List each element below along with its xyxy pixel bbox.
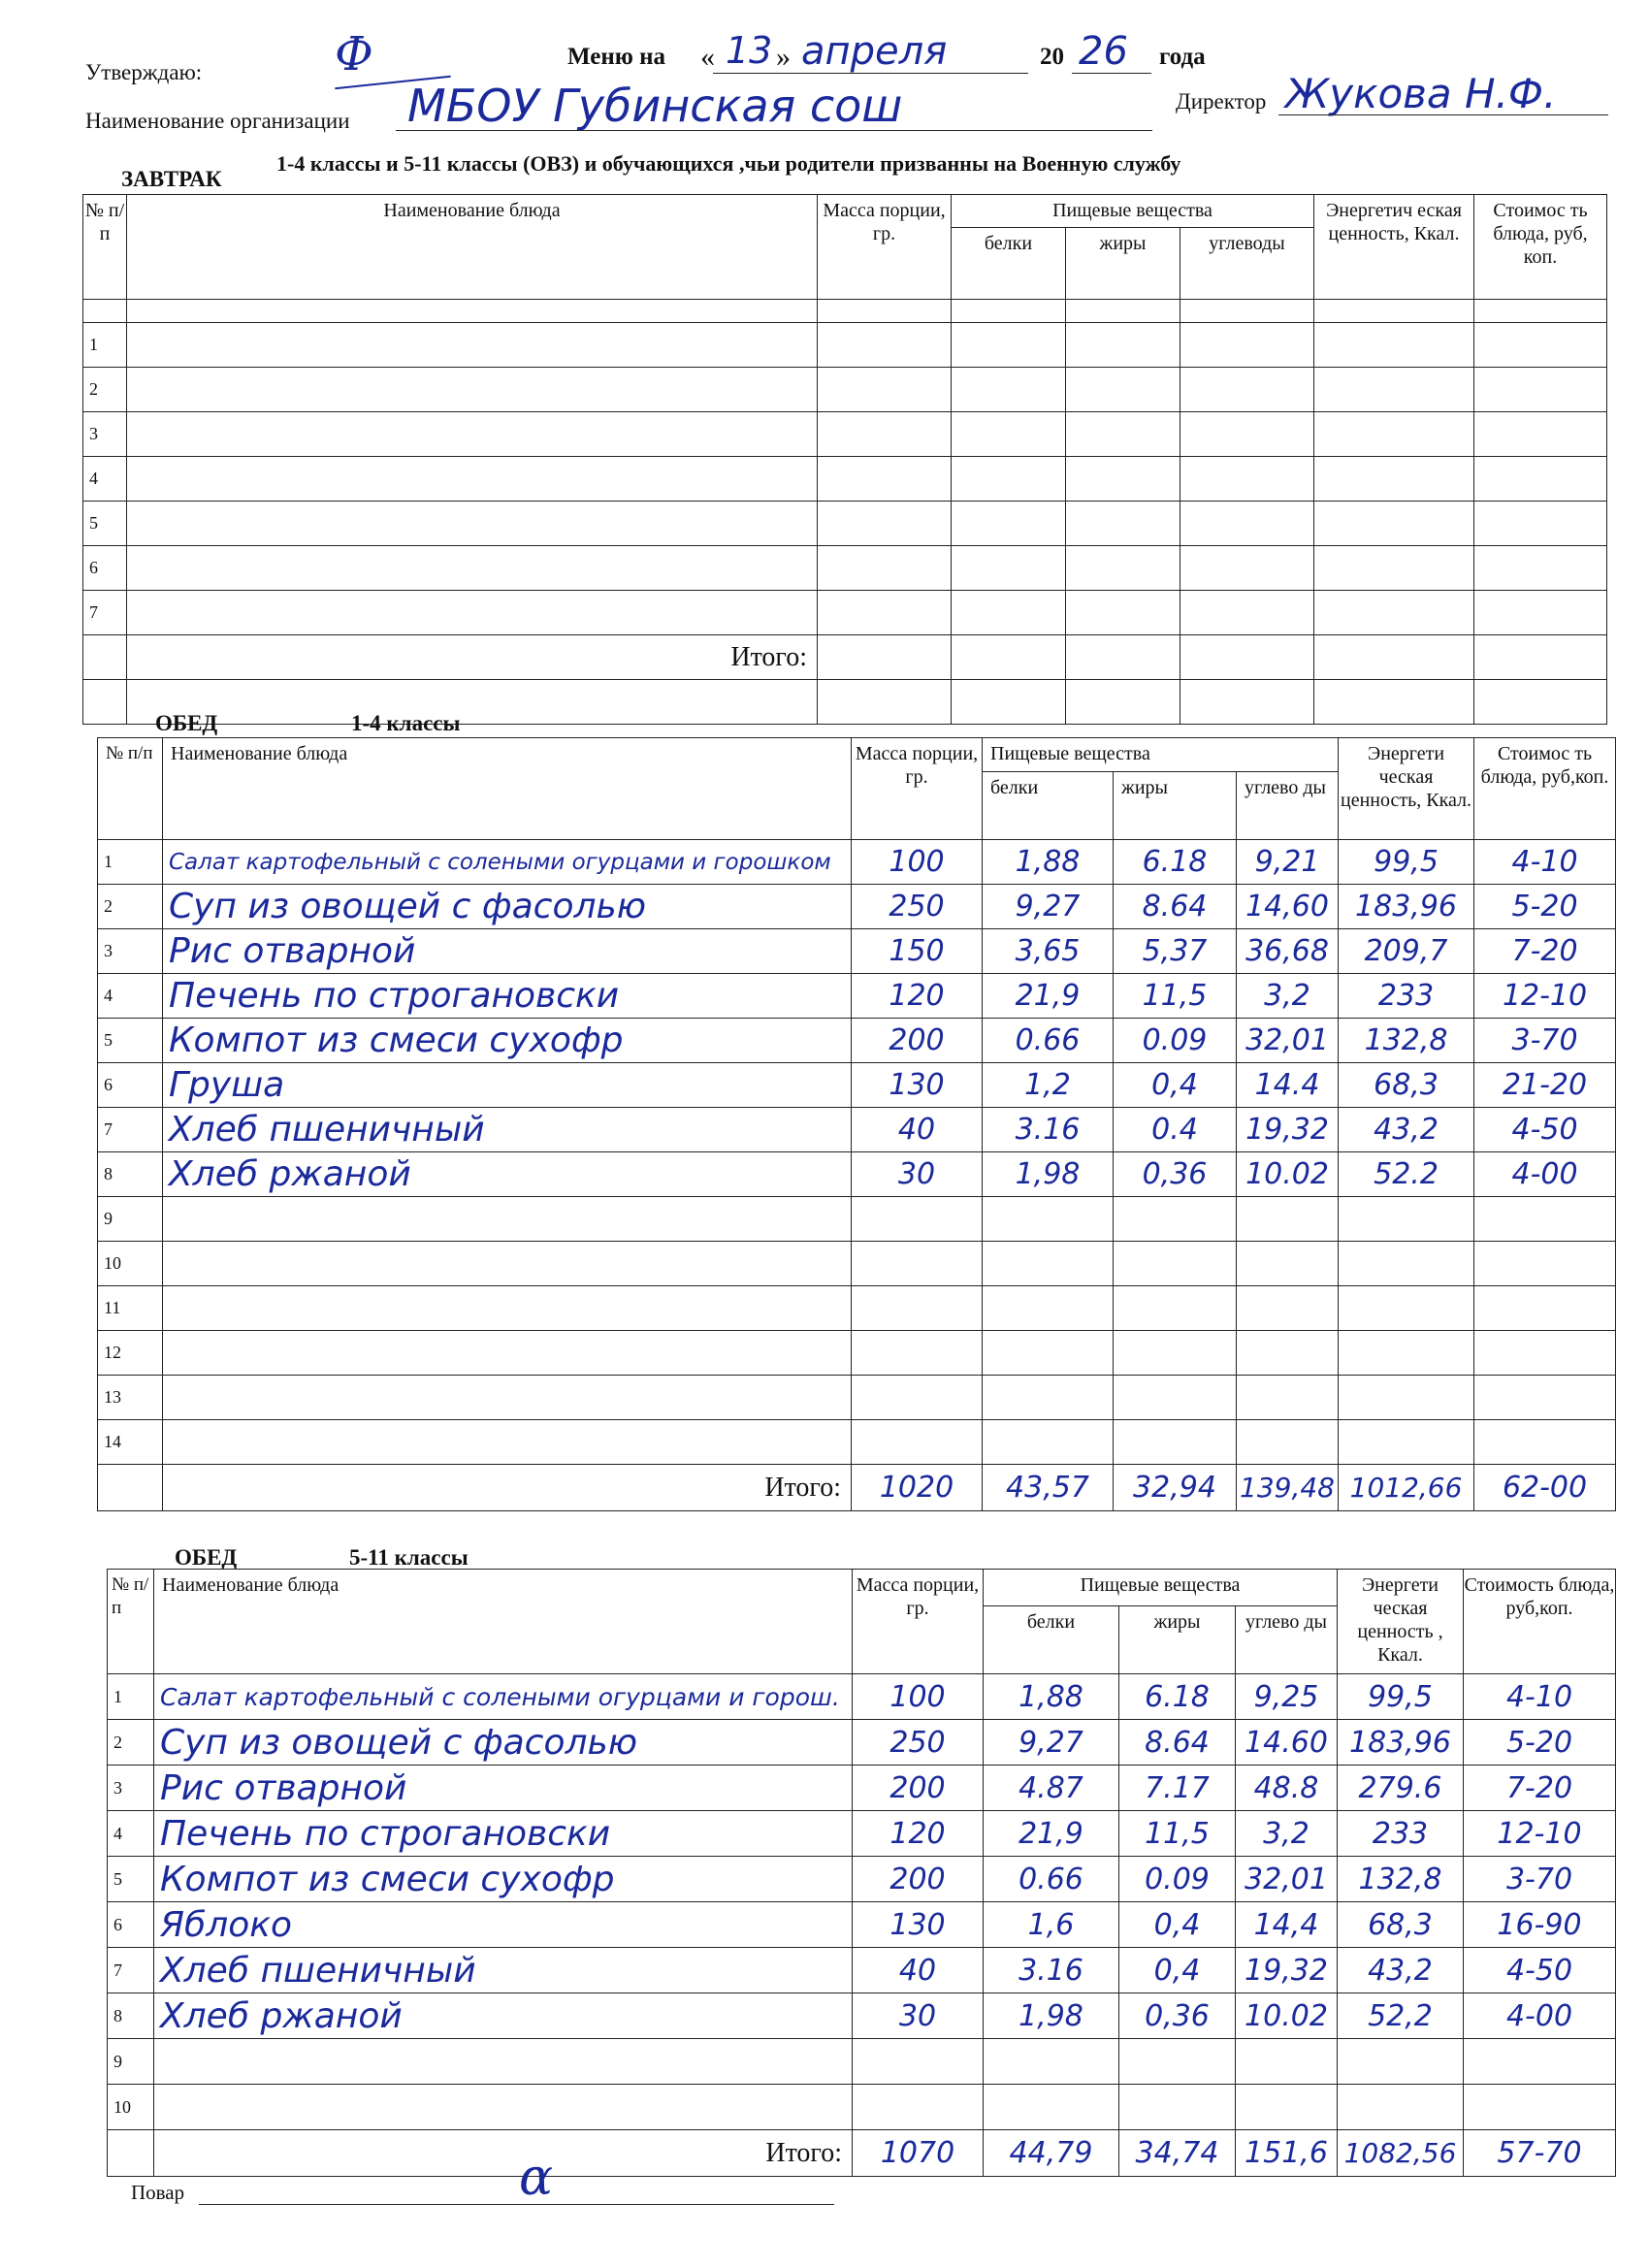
lunch-primary-row: 10 <box>98 1242 1616 1286</box>
fat-cell: 0,4 <box>1114 1063 1237 1108</box>
carbs-cell: 32,01 <box>1237 1019 1339 1063</box>
protein-cell: 9,27 <box>983 885 1114 929</box>
protein-cell: 3.16 <box>984 1948 1119 1993</box>
breakfast-subtitle: 1-4 классы и 5-11 классы (ОВЗ) и обучающихся ,чьи родители призванны на Военную службу <box>276 151 1181 176</box>
dish-name: Груша <box>163 1063 852 1108</box>
lunch-senior-row: 1 Салат картофельный с солеными огурцами и горош. 100 1,88 6.18 9,25 99,5 4-10 <box>108 1674 1616 1720</box>
breakfast-header-carbs: углеводы <box>1180 228 1314 300</box>
total-fat: 32,94 <box>1114 1465 1237 1511</box>
fat-cell: 11,5 <box>1119 1811 1236 1857</box>
lunch-primary-header-nutrients: Пищевые вещества <box>983 738 1339 772</box>
fat-cell: 7.17 <box>1119 1766 1236 1811</box>
protein-cell: 1,6 <box>984 1902 1119 1948</box>
dish-name: Печень по строгановски <box>154 1811 853 1857</box>
menu-date-underline <box>713 73 1028 74</box>
lunch-primary-row: 11 <box>98 1286 1616 1331</box>
lunch-senior-row: 4 Печень по строгановски 120 21,9 11,5 3,2 233 12-10 <box>108 1811 1616 1857</box>
carbs-cell: 10.02 <box>1236 1993 1338 2039</box>
breakfast-row: 7 <box>83 591 1607 635</box>
carbs-cell: 14,60 <box>1237 885 1339 929</box>
lunch-senior-header-energy: Энергети ческая ценность , Ккал. <box>1338 1570 1464 1674</box>
lunch-senior-row: 3 Рис отварной 200 4.87 7.17 48.8 279.6 7-20 <box>108 1766 1616 1811</box>
carbs-cell: 14.60 <box>1236 1720 1338 1766</box>
energy-cell: 43,2 <box>1338 1948 1464 1993</box>
carbs-cell: 10.02 <box>1237 1152 1339 1197</box>
fat-cell: 11,5 <box>1114 974 1237 1019</box>
dish-name: Суп из овощей с фасолью <box>163 885 852 929</box>
protein-cell: 1,98 <box>984 1993 1119 2039</box>
lunch-primary-header-fat: жиры <box>1114 772 1237 840</box>
breakfast-total-label: Итого: <box>127 635 818 680</box>
total-mass: 1070 <box>853 2130 984 2177</box>
lunch-senior-total-row <box>108 2130 1616 2177</box>
breakfast-title: ЗАВТРАК <box>121 167 222 191</box>
lunch-primary-row: 5 Компот из смеси сухофр 200 0.66 0.09 32,01 132,8 3-70 <box>98 1019 1616 1063</box>
breakfast-row: 6 <box>83 546 1607 591</box>
lunch-primary-subtitle: 1-4 классы <box>351 711 461 735</box>
dish-name: Рис отварной <box>154 1766 853 1811</box>
dish-name: Хлеб пшеничный <box>154 1948 853 1993</box>
protein-cell: 0.66 <box>983 1019 1114 1063</box>
dish-name: Компот из смеси сухофр <box>154 1857 853 1902</box>
energy-cell: 233 <box>1338 1811 1464 1857</box>
lunch-senior-row: 10 <box>108 2085 1616 2130</box>
lunch-primary-total-label: Итого: <box>163 1465 852 1511</box>
lunch-primary-header-energy: Энергети ческая ценность, Ккал. <box>1339 738 1474 840</box>
lunch-senior-title: ОБЕД <box>175 1545 238 1570</box>
cost-cell: 4-10 <box>1474 840 1616 885</box>
dish-name: Хлеб ржаной <box>154 1993 853 2039</box>
fat-cell: 0,36 <box>1114 1152 1237 1197</box>
energy-cell: 132,8 <box>1338 1857 1464 1902</box>
carbs-cell: 19,32 <box>1236 1948 1338 1993</box>
menu-day: 13 <box>726 29 773 72</box>
breakfast-header-protein: белки <box>952 228 1066 300</box>
lunch-senior-row: 9 <box>108 2039 1616 2085</box>
fat-cell: 0.09 <box>1114 1019 1237 1063</box>
energy-cell: 99,5 <box>1338 1674 1464 1720</box>
protein-cell: 9,27 <box>984 1720 1119 1766</box>
cost-cell: 4-50 <box>1464 1948 1616 1993</box>
lunch-primary-row: 14 <box>98 1420 1616 1465</box>
lunch-senior-subtitle: 5-11 классы <box>349 1545 469 1570</box>
breakfast-row: 5 <box>83 502 1607 546</box>
fat-cell: 0,36 <box>1119 1993 1236 2039</box>
lunch-senior-row: 6 Яблоко 130 1,6 0,4 14,4 68,3 16-90 <box>108 1902 1616 1948</box>
protein-cell: 3.16 <box>983 1108 1114 1152</box>
lunch-primary-header-protein: белки <box>983 772 1114 840</box>
lunch-primary-row: 3 Рис отварной 150 3,65 5,37 36,68 209,7 7-20 <box>98 929 1616 974</box>
dish-name: Суп из овощей с фасолью <box>154 1720 853 1766</box>
breakfast-table <box>82 194 1607 725</box>
menu-label: Меню на <box>567 44 666 70</box>
carbs-cell: 3,2 <box>1237 974 1339 1019</box>
mass-cell: 150 <box>852 929 983 974</box>
breakfast-row: 1 <box>83 323 1607 368</box>
carbs-cell: 36,68 <box>1237 929 1339 974</box>
total-cost: 62-00 <box>1474 1465 1616 1511</box>
dish-name: Хлеб пшеничный <box>163 1108 852 1152</box>
lunch-primary-header-mass: Масса порции, гр. <box>852 738 983 840</box>
lunch-senior-header-nutrients: Пищевые вещества <box>984 1570 1338 1606</box>
lunch-primary-header-carbs: углево ды <box>1237 772 1339 840</box>
total-carbs: 139,48 <box>1237 1465 1339 1511</box>
lunch-primary-row: 8 Хлеб ржаной 30 1,98 0,36 10.02 52.2 4-00 <box>98 1152 1616 1197</box>
protein-cell: 3,65 <box>983 929 1114 974</box>
cook-underline <box>199 2204 834 2205</box>
protein-cell: 1,88 <box>984 1674 1119 1720</box>
breakfast-total-row <box>83 635 1607 680</box>
protein-cell: 21,9 <box>984 1811 1119 1857</box>
breakfast-row: 3 <box>83 412 1607 457</box>
lunch-primary-row: 13 <box>98 1376 1616 1420</box>
lunch-senior-total-label: Итого: <box>154 2130 853 2177</box>
org-label: Наименование организации <box>85 109 350 133</box>
year-prefix: 20 <box>1040 44 1064 70</box>
energy-cell: 68,3 <box>1338 1902 1464 1948</box>
breakfast-header-name: Наименование блюда <box>127 195 818 300</box>
dish-name: Хлеб ржаной <box>163 1152 852 1197</box>
total-carbs: 151,6 <box>1236 2130 1338 2177</box>
cost-cell: 4-50 <box>1474 1108 1616 1152</box>
total-protein: 44,79 <box>984 2130 1119 2177</box>
quote-close: » <box>776 41 791 73</box>
cost-cell: 7-20 <box>1464 1766 1616 1811</box>
mass-cell: 130 <box>852 1063 983 1108</box>
cost-cell: 7-20 <box>1474 929 1616 974</box>
approve-signature: Ф <box>335 27 373 81</box>
lunch-senior-header-name: Наименование блюда <box>154 1570 853 1674</box>
breakfast-row: 2 <box>83 368 1607 412</box>
total-energy: 1012,66 <box>1339 1465 1474 1511</box>
cost-cell: 12-10 <box>1474 974 1616 1019</box>
lunch-primary-title: ОБЕД <box>155 711 218 735</box>
lunch-primary-header-num: № п/п <box>98 738 163 840</box>
dish-name: Рис отварной <box>163 929 852 974</box>
cost-cell: 3-70 <box>1474 1019 1616 1063</box>
protein-cell: 0.66 <box>984 1857 1119 1902</box>
breakfast-header-nutrients: Пищевые вещества <box>952 195 1314 228</box>
carbs-cell: 32,01 <box>1236 1857 1338 1902</box>
breakfast-header-mass: Масса порции, гр. <box>818 195 952 300</box>
year-underline <box>1072 73 1151 74</box>
protein-cell: 4.87 <box>984 1766 1119 1811</box>
energy-cell: 183,96 <box>1339 885 1474 929</box>
cost-cell: 5-20 <box>1474 885 1616 929</box>
energy-cell: 52,2 <box>1338 1993 1464 2039</box>
lunch-primary-table <box>97 737 1616 1511</box>
lunch-primary-header-name: Наименование блюда <box>163 738 852 840</box>
org-underline <box>396 130 1152 131</box>
mass-cell: 200 <box>853 1766 984 1811</box>
lunch-primary-row: 6 Груша 130 1,2 0,4 14.4 68,3 21-20 <box>98 1063 1616 1108</box>
energy-cell: 209,7 <box>1339 929 1474 974</box>
dish-name: Яблоко <box>154 1902 853 1948</box>
carbs-cell: 9,25 <box>1236 1674 1338 1720</box>
cook-label: Повар <box>131 2181 185 2204</box>
lunch-senior-header-protein: белки <box>984 1606 1119 1674</box>
total-cost: 57-70 <box>1464 2130 1616 2177</box>
carbs-cell: 14.4 <box>1237 1063 1339 1108</box>
lunch-senior-row: 7 Хлеб пшеничный 40 3.16 0,4 19,32 43,2 4-50 <box>108 1948 1616 1993</box>
lunch-primary-row: 2 Суп из овощей с фасолью 250 9,27 8.64 14,60 183,96 5-20 <box>98 885 1616 929</box>
carbs-cell: 9,21 <box>1237 840 1339 885</box>
carbs-cell: 48.8 <box>1236 1766 1338 1811</box>
mass-cell: 120 <box>853 1811 984 1857</box>
protein-cell: 21,9 <box>983 974 1114 1019</box>
lunch-senior-header-num: № п/ п <box>108 1570 154 1674</box>
menu-month: апреля <box>801 29 948 74</box>
lunch-primary-row: 4 Печень по строгановски 120 21,9 11,5 3,2 233 12-10 <box>98 974 1616 1019</box>
lunch-primary-header-cost: Стоимос ть блюда, руб,коп. <box>1474 738 1616 840</box>
cost-cell: 3-70 <box>1464 1857 1616 1902</box>
protein-cell: 1,2 <box>983 1063 1114 1108</box>
energy-cell: 68,3 <box>1339 1063 1474 1108</box>
breakfast-row: 4 <box>83 457 1607 502</box>
energy-cell: 52.2 <box>1339 1152 1474 1197</box>
fat-cell: 8.64 <box>1119 1720 1236 1766</box>
org-name: МБОУ Губинская сош <box>407 80 903 132</box>
cost-cell: 4-00 <box>1474 1152 1616 1197</box>
lunch-senior-header-mass: Масса порции, гр. <box>853 1570 984 1674</box>
carbs-cell: 14,4 <box>1236 1902 1338 1948</box>
mass-cell: 100 <box>852 840 983 885</box>
fat-cell: 6.18 <box>1119 1674 1236 1720</box>
fat-cell: 8.64 <box>1114 885 1237 929</box>
lunch-primary-row: 1 Салат картофельный с солеными огурцами и горошком 100 1,88 6.18 9,21 99,5 4-10 <box>98 840 1616 885</box>
approve-label: Утверждаю: <box>85 60 203 84</box>
mass-cell: 30 <box>853 1993 984 2039</box>
fat-cell: 0.4 <box>1114 1108 1237 1152</box>
lunch-primary-total-row <box>98 1465 1616 1511</box>
breakfast-header-fat: жиры <box>1066 228 1180 300</box>
dish-name: Салат картофельный с солеными огурцами и горош. <box>154 1674 853 1720</box>
mass-cell: 250 <box>852 885 983 929</box>
protein-cell: 1,98 <box>983 1152 1114 1197</box>
dish-name: Салат картофельный с солеными огурцами и горошком <box>163 840 852 885</box>
mass-cell: 200 <box>852 1019 983 1063</box>
lunch-senior-header-carbs: углево ды <box>1236 1606 1338 1674</box>
total-mass: 1020 <box>852 1465 983 1511</box>
lunch-primary-row: 12 <box>98 1331 1616 1376</box>
mass-cell: 30 <box>852 1152 983 1197</box>
lunch-senior-row: 8 Хлеб ржаной 30 1,98 0,36 10.02 52,2 4-00 <box>108 1993 1616 2039</box>
mass-cell: 40 <box>852 1108 983 1152</box>
cost-cell: 12-10 <box>1464 1811 1616 1857</box>
fat-cell: 0,4 <box>1119 1902 1236 1948</box>
director-label: Директор <box>1176 89 1267 113</box>
cost-cell: 16-90 <box>1464 1902 1616 1948</box>
cost-cell: 4-10 <box>1464 1674 1616 1720</box>
carbs-cell: 3,2 <box>1236 1811 1338 1857</box>
mass-cell: 100 <box>853 1674 984 1720</box>
lunch-primary-row: 9 <box>98 1197 1616 1242</box>
energy-cell: 183,96 <box>1338 1720 1464 1766</box>
lunch-senior-header-cost: Стоимость блюда, руб,коп. <box>1464 1570 1616 1674</box>
lunch-senior-row: 5 Компот из смеси сухофр 200 0.66 0.09 32,01 132,8 3-70 <box>108 1857 1616 1902</box>
fat-cell: 0.09 <box>1119 1857 1236 1902</box>
energy-cell: 233 <box>1339 974 1474 1019</box>
fat-cell: 5,37 <box>1114 929 1237 974</box>
total-energy: 1082,56 <box>1338 2130 1464 2177</box>
fat-cell: 6.18 <box>1114 840 1237 885</box>
breakfast-header-cost: Стоимос ть блюда, руб, коп. <box>1474 195 1607 300</box>
energy-cell: 99,5 <box>1339 840 1474 885</box>
mass-cell: 250 <box>853 1720 984 1766</box>
total-protein: 43,57 <box>983 1465 1114 1511</box>
mass-cell: 40 <box>853 1948 984 1993</box>
energy-cell: 279.6 <box>1338 1766 1464 1811</box>
breakfast-header-energy: Энергетич еская ценность, Ккал. <box>1314 195 1474 300</box>
mass-cell: 120 <box>852 974 983 1019</box>
breakfast-header-num: № п/ п <box>83 195 127 300</box>
cost-cell: 5-20 <box>1464 1720 1616 1766</box>
year-word: года <box>1159 44 1206 70</box>
protein-cell: 1,88 <box>983 840 1114 885</box>
fat-cell: 0,4 <box>1119 1948 1236 1993</box>
lunch-primary-row: 7 Хлеб пшеничный 40 3.16 0.4 19,32 43,2 4-50 <box>98 1108 1616 1152</box>
energy-cell: 43,2 <box>1339 1108 1474 1152</box>
year-suffix: 26 <box>1079 29 1128 74</box>
mass-cell: 130 <box>853 1902 984 1948</box>
dish-name: Компот из смеси сухофр <box>163 1019 852 1063</box>
total-fat: 34,74 <box>1119 2130 1236 2177</box>
mass-cell: 200 <box>853 1857 984 1902</box>
director-underline <box>1278 114 1608 115</box>
quote-open: « <box>700 41 715 73</box>
lunch-senior-row: 2 Суп из овощей с фасолью 250 9,27 8.64 14.60 183,96 5-20 <box>108 1720 1616 1766</box>
carbs-cell: 19,32 <box>1237 1108 1339 1152</box>
cost-cell: 21-20 <box>1474 1063 1616 1108</box>
cook-signature: α <box>519 2149 554 2207</box>
cost-cell: 4-00 <box>1464 1993 1616 2039</box>
dish-name: Печень по строгановски <box>163 974 852 1019</box>
lunch-senior-header-fat: жиры <box>1119 1606 1236 1674</box>
director-name: Жукова Н.Ф. <box>1285 70 1557 117</box>
energy-cell: 132,8 <box>1339 1019 1474 1063</box>
lunch-senior-table <box>107 1569 1616 2177</box>
